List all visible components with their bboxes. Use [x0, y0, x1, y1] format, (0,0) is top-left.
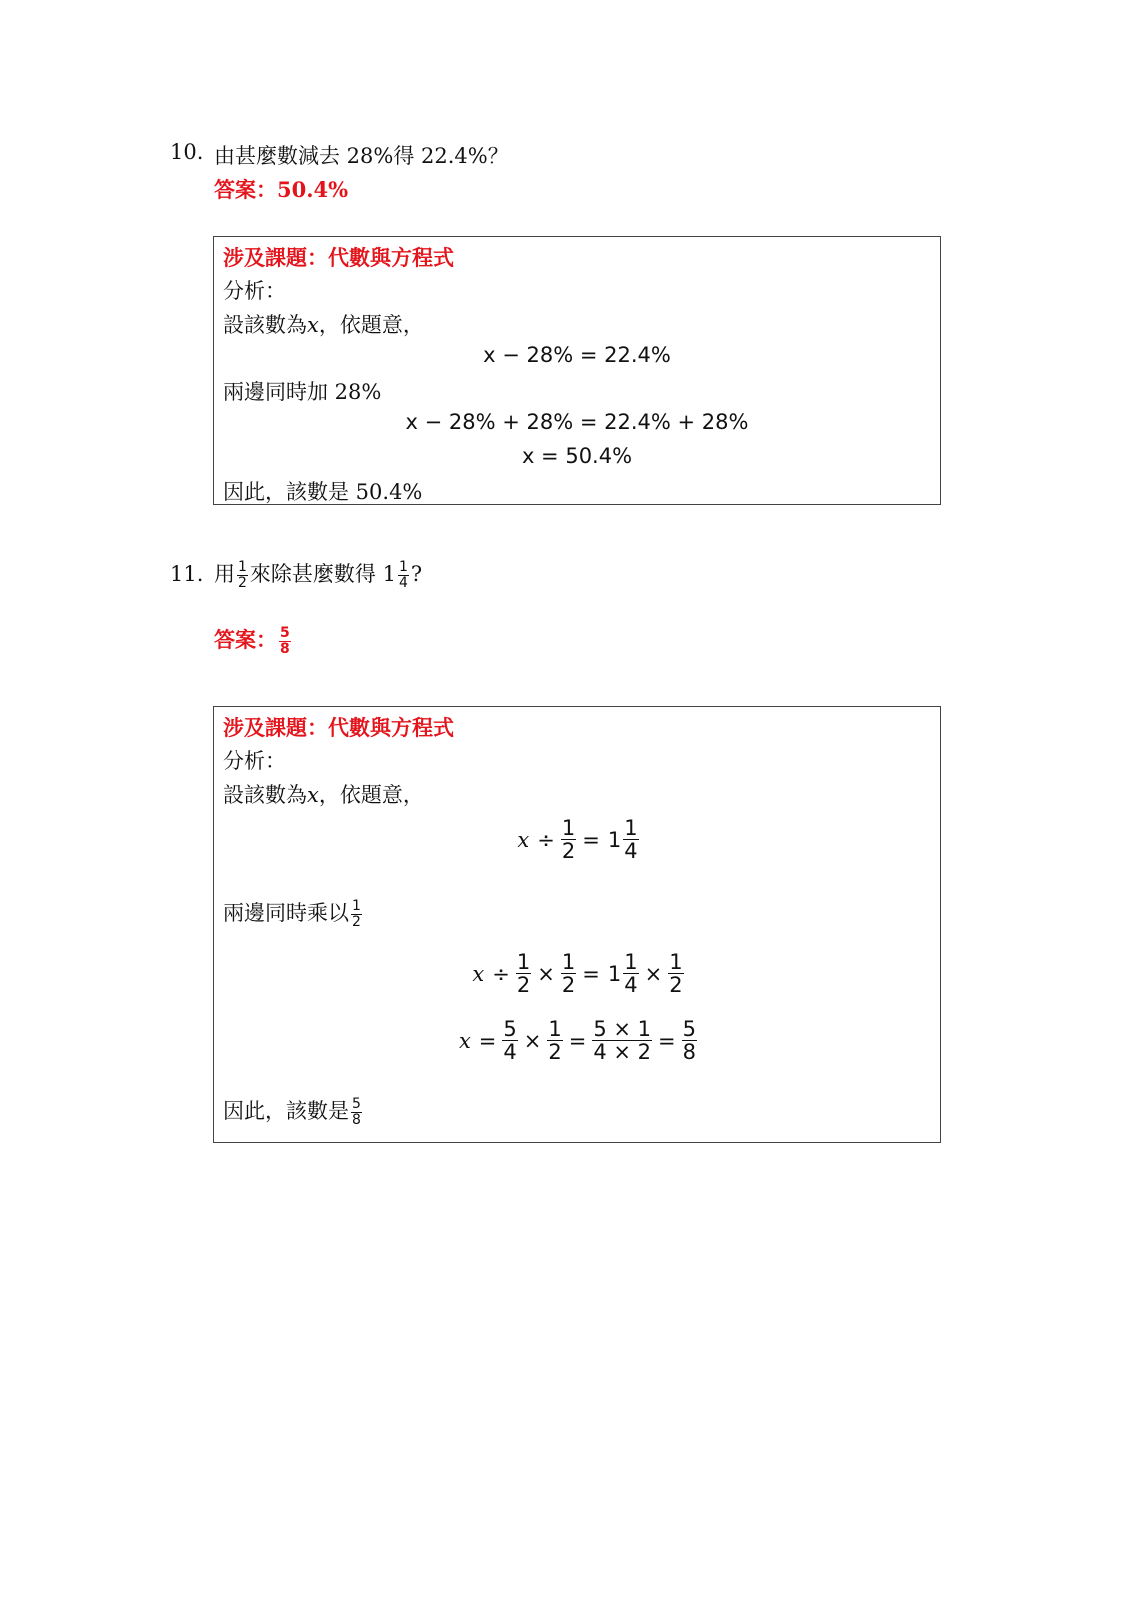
solution-box-10: [213, 236, 941, 505]
fraction: $\frac{1}{4}$: [624, 950, 638, 998]
let-statement: [223, 779, 424, 809]
step-text: [223, 893, 364, 933]
conclusion-prefix: 因此，該數是: [223, 1099, 349, 1123]
answer-10: 答案：50.4%: [214, 177, 349, 202]
fraction: $\frac{5}{8}$: [682, 1017, 697, 1065]
question-prefix: 用: [214, 562, 235, 586]
question-fraction: $\frac{1}{2}$: [238, 559, 247, 591]
fraction: $\frac{1}{2}$: [561, 816, 576, 864]
equation-3: x = $\frac{5}{4}$ × $\frac{1}{2}$ = $\frac{5 \times 1}{4 \times 2}$ = $\frac{5}{8}$: [458, 1017, 697, 1065]
analysis-label: 分析：: [223, 749, 286, 773]
equation-1: x − 28% = 22.4%: [483, 343, 671, 367]
fraction: $\frac{1}{2}$: [516, 950, 531, 998]
step-fraction: $\frac{1}{2}$: [352, 898, 361, 930]
question-number-11: 11.: [170, 562, 204, 586]
variable-x: x: [307, 313, 319, 337]
fraction: $\frac{5 \times 1}{4 \times 2}$: [593, 1017, 652, 1065]
equation-2: x ÷ $\frac{1}{2}$ × $\frac{1}{2}$ = 1 $\frac{1}{4}$ × $\frac{1}{2}$: [472, 950, 683, 998]
topic-label: 涉及課題：代數與方程式: [223, 245, 454, 270]
let-statement: [223, 309, 424, 339]
variable-x: x: [307, 783, 319, 807]
let-prefix: 設該數為: [223, 313, 307, 337]
solution-box-11: [213, 706, 941, 1143]
fraction: $\frac{1}{2}$: [561, 950, 576, 998]
let-suffix: ，依題意，: [318, 783, 424, 807]
step-text: 兩邊同時加 28%: [223, 380, 382, 404]
answer-fraction: $\frac{5}{8}$: [280, 625, 290, 657]
fraction: $\frac{5}{4}$: [503, 1017, 517, 1065]
equation-3: x = 50.4%: [521, 444, 633, 468]
equation-2: x − 28% + 28% = 22.4% + 28%: [405, 410, 749, 434]
fraction: $\frac{1}{2}$: [548, 1017, 562, 1065]
conclusion-text: 因此，該數是 50.4%: [223, 480, 423, 504]
question-middle: 來除甚麼數得 1: [249, 562, 396, 586]
step-prefix: 兩邊同時乘以: [223, 901, 349, 925]
conclusion-text: [223, 1091, 364, 1131]
answer-prefix: 答案：: [214, 627, 277, 652]
question-text-11: [214, 554, 422, 594]
conclusion-fraction: $\frac{5}{8}$: [352, 1096, 361, 1128]
let-prefix: 設該數為: [223, 783, 307, 807]
let-suffix: ，依題意，: [318, 313, 424, 337]
question-text-10: 由甚麼數減去 28%得 22.4%？: [214, 144, 509, 168]
fraction: $\frac{1}{2}$: [669, 950, 683, 998]
topic-label: 涉及課題：代數與方程式: [223, 715, 454, 740]
answer-11: [214, 620, 293, 660]
analysis-label: 分析：: [223, 279, 286, 303]
fraction: $\frac{1}{4}$: [624, 816, 638, 864]
question-suffix: ?: [410, 562, 423, 586]
equation-1: x ÷ $\frac{1}{2}$ = 1 $\frac{1}{4}$: [517, 816, 638, 864]
question-number-10: 10.: [170, 140, 204, 164]
question-mixed-fraction: $\frac{1}{4}$: [398, 559, 408, 591]
